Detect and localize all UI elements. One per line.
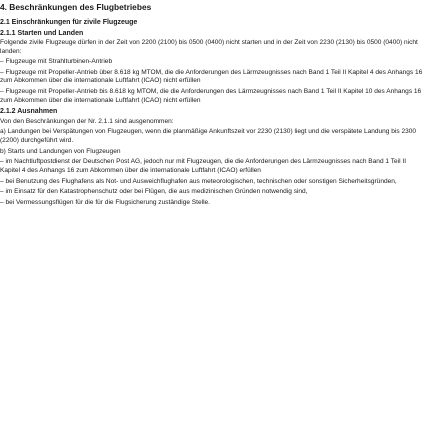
document-page bbox=[0, 0, 424, 210]
section-heading: 2.1.2 Ausnahmen bbox=[0, 108, 58, 116]
paragraph: – im Nachtluftpostdienst der Deutschen Post AG, jedoch nur mit Flugzeugen, die die Anforderungen des Lärmzeugnisses nach Band 1 Teil II Kapitel 4 des Anhangs 16 zum Abkommen über die internationale Luftfahrt (ICAO) erfüllen bbox=[0, 158, 407, 174]
paragraph: Folgende zivile Flugzeuge dürfen in der Zeit von 2200 (2100) bis 0500 (0400) nicht starten und in der Zeit von 2230 (2130) bis 0500 (0400) nicht landen: bbox=[0, 39, 418, 55]
paragraph: a) Landungen bei Verspätungen von Flugzeugen, wenn die planmäßige Ankunftszeit vor 2230 (2130) liegt und die verspätete Landung bis 2300 (2200) durchgeführt wird. bbox=[0, 128, 417, 144]
paragraph: – im Einsatz für den Katastrophenschutz oder bei Flügen, die aus medizinischen Gründen notwendig sind, bbox=[0, 188, 308, 196]
paragraph: b) Starts und Landungen von Flugzeugen bbox=[0, 147, 121, 155]
paragraph: Von den Beschränkungen der Nr. 2.1.1 sind ausgenommen: bbox=[0, 117, 174, 125]
paragraph: – Flugzeuge mit Propeller-Antrieb bis 8.618 kg MTOM, die die Anforderungen des Lärmzeugnisses nach Band 1 Teil II Kapitel 10 des Anhangs 16 zum Abkommen über die internationale Luftfahrt (ICAO) nicht erfüllen bbox=[0, 88, 422, 104]
document-body bbox=[0, 18, 424, 207]
page-title: 4. Beschränkungen des Flugbetriebes bbox=[0, 2, 152, 12]
section-heading: 2.1 Einschränkungen für zivile Flugzeuge bbox=[0, 19, 138, 26]
paragraph: – Flugzeuge mit Propeller-Antrieb über 8.618 kg MTOM, die die Anforderungen des Lärmzeugnisses nach Band 1 Teil II Kapitel 4 des Anhangs 16 zum Abkommen über die internationale Luftfahrt (ICAO) nicht erfüllen bbox=[0, 68, 423, 85]
paragraph: – bei Vermessungsflügen für die für die Flugsicherung zuständige Stelle. bbox=[0, 198, 210, 206]
paragraph: – bei Benutzung des Flughafens als Not- und Ausweichflughafen aus meteorologischen, technischen oder sonstigen Sicherheitsgründen, bbox=[0, 177, 397, 185]
paragraph: – Flugzeuge mit Strahlturbinen-Antrieb bbox=[0, 58, 113, 66]
section-heading: 2.1.1 Starten und Landen bbox=[0, 29, 84, 37]
